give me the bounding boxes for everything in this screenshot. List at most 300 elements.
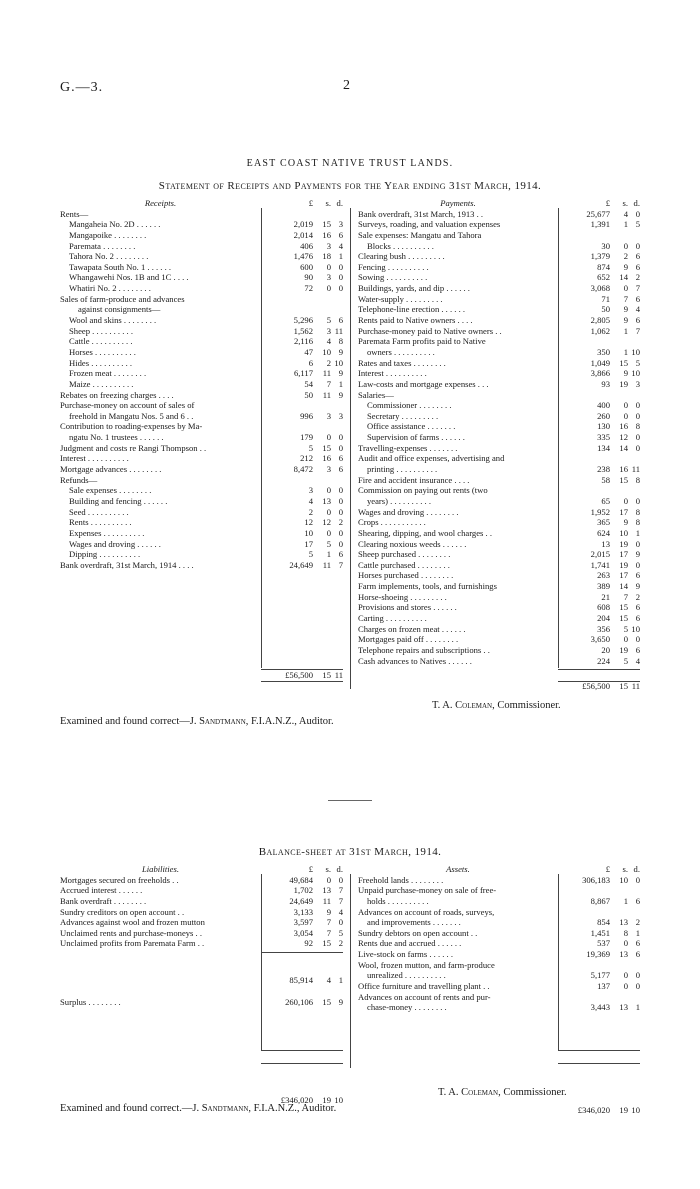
amount-shillings: 0: [326, 432, 331, 443]
amount-shillings: 0: [326, 527, 331, 538]
amount-pence: 6: [338, 315, 343, 326]
table-row: [60, 560, 343, 571]
pence-header: d.: [633, 864, 640, 874]
row-label: Commission on paying out rents (two: [358, 485, 488, 496]
amount-pence: 0: [338, 272, 343, 283]
table-row: [358, 624, 640, 635]
table-row: [60, 507, 343, 518]
amount-shillings: 9: [623, 261, 628, 272]
row-amount: [558, 581, 640, 592]
amount-pence: 6: [635, 938, 640, 949]
amount-shillings: 14: [619, 581, 628, 592]
table-row: [60, 219, 343, 230]
amount-pounds: 1,741: [590, 559, 610, 570]
amount-pence: 0: [338, 874, 343, 885]
amount-pence: 6: [635, 293, 640, 304]
row-label: Live-stock on farms . . . . . .: [358, 949, 453, 960]
amount-shillings: 0: [623, 981, 628, 992]
commissioner-name: T. A. Coleman: [432, 700, 493, 711]
row-label: Wool, frozen mutton, and farm-produce: [358, 959, 495, 970]
amount-pence: 7: [338, 895, 343, 906]
row-label: Cash advances to Natives . . . . . .: [358, 655, 472, 666]
row-label: Sale expenses: Mangatu and Tahora: [358, 229, 482, 240]
receipts-total-pence: 11: [334, 670, 343, 680]
row-amount: [261, 875, 343, 886]
table-row: [358, 560, 640, 571]
table-row: [358, 453, 640, 464]
payments-total-shillings: 15: [619, 680, 628, 691]
row-label: Dipping . . . . . . . . . .: [69, 549, 141, 560]
table-row: [358, 390, 640, 401]
table-row: [60, 368, 343, 379]
row-label: Sheep purchased . . . . . . . .: [358, 549, 451, 560]
table-row: [358, 528, 640, 539]
amount-pounds: 8,472: [293, 464, 313, 475]
row-amount: [261, 272, 343, 283]
row-amount: [261, 885, 343, 896]
row-amount: [558, 209, 640, 220]
table-row: [60, 517, 343, 528]
amount-pence: 3: [338, 219, 343, 230]
amount-pounds: 13: [601, 538, 610, 549]
amount-pence: 1: [635, 1002, 640, 1013]
row-label: Clearing bush . . . . . . . . .: [358, 251, 445, 262]
amount-pounds: 49,684: [289, 874, 313, 885]
amount-pounds: 389: [597, 581, 610, 592]
row-label: years) . . . . . . . . . .: [367, 495, 431, 506]
table-row: [60, 896, 343, 907]
shillings-header: s.: [325, 864, 331, 874]
amount-pence: 0: [635, 410, 640, 421]
table-row: [60, 528, 343, 539]
row-label: Sundry creditors on open account . .: [60, 906, 185, 917]
row-amount: [261, 390, 343, 401]
amount-pence: 11: [334, 325, 343, 336]
amount-shillings: 0: [623, 400, 628, 411]
assets-total-shillings: 19: [619, 1105, 628, 1116]
amount-pounds: 50: [601, 304, 610, 315]
balance-signature: [438, 1087, 567, 1098]
liabilities-total-rule-bottom: [261, 1063, 343, 1064]
row-amount: [558, 326, 640, 337]
amount-pence: 6: [635, 612, 640, 623]
table-row: [358, 400, 640, 411]
amount-pounds: 3: [308, 485, 313, 496]
table-row: [358, 209, 640, 220]
receipts-total-rule-bottom: [261, 681, 343, 682]
row-label: Clearing noxious weeds . . . . . .: [358, 538, 467, 549]
amount-pence: 0: [338, 527, 343, 538]
row-amount: [558, 875, 640, 886]
row-amount: [261, 219, 343, 230]
table-row: [60, 294, 343, 305]
row-label: Charges on frozen meat . . . . . .: [358, 623, 466, 634]
assets-column: [358, 864, 640, 1013]
payments-total-rule-top: [558, 669, 640, 670]
table-row: [358, 432, 640, 443]
liabilities-subtotal: [261, 975, 343, 986]
row-label: Purchase-money paid to Native owners . .: [358, 325, 502, 336]
amount-shillings: 11: [322, 389, 331, 400]
liabilities-header-row: [60, 864, 343, 875]
amount-pence: 5: [635, 219, 640, 230]
payments-total-pounds: £56,500: [582, 680, 610, 691]
statement-signature: [432, 700, 561, 711]
surplus-row: [60, 997, 343, 1008]
amount-pence: 0: [635, 981, 640, 992]
pence-header: d.: [633, 198, 640, 208]
table-row: [358, 1002, 640, 1013]
amount-pence: 8: [338, 336, 343, 347]
amount-pounds: 8,867: [590, 895, 610, 906]
row-label: freehold in Mangatu Nos. 5 and 6 . .: [69, 410, 194, 421]
page-number: 2: [343, 78, 350, 93]
row-amount: [558, 570, 640, 581]
row-label: Telephone-line erection . . . . . .: [358, 304, 466, 315]
row-amount: [261, 453, 343, 464]
row-amount: [261, 283, 343, 294]
row-amount: [558, 634, 640, 645]
row-amount: [558, 560, 640, 571]
commissioner-title: , Commissioner.: [492, 700, 561, 711]
row-label: owners . . . . . . . . . .: [367, 346, 435, 357]
amount-pounds: 212: [300, 453, 313, 464]
subtotal-pence: 1: [338, 975, 343, 986]
row-label: Office assistance . . . . . . .: [367, 421, 456, 432]
amount-shillings: 0: [623, 283, 628, 294]
table-row: [358, 272, 640, 283]
statement-audit: [60, 716, 334, 727]
table-row: [358, 613, 640, 624]
amount-shillings: 1: [623, 346, 628, 357]
table-row: [358, 875, 640, 886]
amount-pence: 0: [338, 283, 343, 294]
row-label: Mortgages secured on freeholds . .: [60, 874, 179, 885]
row-amount: [558, 304, 640, 315]
table-row: [358, 570, 640, 581]
surplus-label: Surplus . . . . . . . .: [60, 996, 121, 1007]
amount-shillings: 0: [326, 485, 331, 496]
amount-pounds: 400: [597, 400, 610, 411]
row-label: Sale expenses . . . . . . . .: [69, 485, 152, 496]
table-row: [60, 432, 343, 443]
amount-pounds: 1,391: [590, 219, 610, 230]
amount-shillings: 14: [619, 272, 628, 283]
assets-heading: Assets.: [446, 864, 470, 874]
payments-money-rule: [558, 208, 559, 668]
amount-pence: 6: [635, 570, 640, 581]
shillings-header: s.: [622, 864, 628, 874]
amount-pence: 6: [338, 464, 343, 475]
amount-pence: 6: [635, 644, 640, 655]
amount-pounds: 2: [308, 506, 313, 517]
amount-pence: 2: [635, 591, 640, 602]
amount-pence: 6: [338, 549, 343, 560]
amount-shillings: 7: [623, 293, 628, 304]
amount-pounds: 406: [300, 240, 313, 251]
amount-pounds: 6: [308, 357, 313, 368]
surplus-amount: [261, 997, 343, 1008]
row-amount: [261, 411, 343, 422]
row-amount: [558, 421, 640, 432]
row-label: and improvements . . . . . . .: [367, 917, 461, 928]
table-row: [60, 326, 343, 337]
table-row: [358, 347, 640, 358]
amount-pounds: 2,015: [590, 549, 610, 560]
amount-pence: 1: [338, 378, 343, 389]
row-label: unrealized . . . . . . . . . .: [367, 970, 446, 981]
row-label: Mortgage advances . . . . . . . .: [60, 464, 162, 475]
amount-shillings: 3: [326, 410, 331, 421]
amount-pounds: 2,019: [293, 219, 313, 230]
row-label: Wages and droving . . . . . . . .: [358, 506, 459, 517]
currency-header: [558, 198, 640, 209]
amount-pounds: 224: [597, 655, 610, 666]
amount-pounds: 3,068: [590, 283, 610, 294]
table-row: [60, 262, 343, 273]
amount-shillings: 2: [326, 357, 331, 368]
amount-pounds: 65: [601, 495, 610, 506]
pounds-header: £: [308, 198, 313, 208]
payments-heading: Payments.: [440, 198, 476, 208]
amount-pounds: 356: [597, 623, 610, 634]
amount-shillings: 13: [619, 949, 628, 960]
amount-pounds: 624: [597, 527, 610, 538]
amount-pence: 0: [338, 495, 343, 506]
amount-pounds: 6,117: [293, 368, 313, 379]
audit-prefix: Examined and found correct.—: [60, 1103, 193, 1114]
row-amount: [558, 949, 640, 960]
amount-pounds: 137: [597, 981, 610, 992]
table-row: [358, 645, 640, 656]
table-row: [358, 251, 640, 262]
row-label: Surveys, roading, and valuation expenses: [358, 219, 501, 230]
liabilities-money-rule: [261, 874, 262, 1050]
amount-pounds: 47: [304, 346, 313, 357]
row-amount: [558, 251, 640, 262]
table-row: [60, 485, 343, 496]
amount-shillings: 4: [623, 208, 628, 219]
row-label: Rents paid to Native owners . . . .: [358, 315, 473, 326]
row-label: Unclaimed rents and purchase-moneys . .: [60, 927, 202, 938]
amount-pounds: 25,677: [586, 208, 610, 219]
amount-pence: 7: [635, 325, 640, 336]
table-row: [60, 938, 343, 949]
table-row: [358, 496, 640, 507]
amount-shillings: 1: [326, 549, 331, 560]
amount-shillings: 19: [619, 644, 628, 655]
row-label: Bank overdraft, 31st March, 1914 . . . .: [60, 559, 194, 570]
row-amount: [261, 347, 343, 358]
table-row: [60, 283, 343, 294]
row-label: Tawapata South No. 1 . . . . . .: [69, 261, 172, 272]
amount-pence: 6: [635, 602, 640, 613]
amount-pounds: 12: [304, 517, 313, 528]
amount-pence: 6: [635, 261, 640, 272]
row-label: Seed . . . . . . . . . .: [69, 506, 129, 517]
amount-shillings: 10: [619, 874, 628, 885]
amount-shillings: 0: [623, 495, 628, 506]
row-label: Sheep . . . . . . . . . .: [69, 325, 133, 336]
amount-shillings: 7: [326, 927, 331, 938]
amount-pence: 0: [338, 506, 343, 517]
payments-total-pence: 11: [631, 680, 640, 691]
amount-shillings: 18: [322, 251, 331, 262]
amount-pounds: 263: [597, 570, 610, 581]
row-label: Horses purchased . . . . . . . .: [358, 570, 454, 581]
table-row: [358, 241, 640, 252]
amount-shillings: 15: [322, 219, 331, 230]
row-amount: [261, 315, 343, 326]
shillings-header: s.: [325, 198, 331, 208]
table-row: [60, 347, 343, 358]
row-amount: [261, 485, 343, 496]
amount-shillings: 11: [322, 368, 331, 379]
receipts-total-shillings: 15: [322, 670, 331, 680]
table-row: [358, 917, 640, 928]
audit-suffix: , F.I.A.N.Z., Auditor.: [248, 1103, 337, 1114]
amount-pounds: 30: [601, 240, 610, 251]
amount-pence: 8: [635, 506, 640, 517]
row-label: Refunds—: [60, 474, 98, 485]
row-label: Horses . . . . . . . . . .: [69, 346, 136, 357]
amount-pounds: 3,054: [293, 927, 313, 938]
amount-shillings: 0: [326, 261, 331, 272]
amount-pence: 2: [635, 272, 640, 283]
table-row: [60, 304, 343, 315]
amount-pence: 0: [338, 261, 343, 272]
amount-shillings: 15: [322, 938, 331, 949]
table-row: [60, 496, 343, 507]
table-row: [60, 875, 343, 886]
pence-header: d.: [336, 864, 343, 874]
amount-pounds: 54: [304, 378, 313, 389]
row-amount: [261, 379, 343, 390]
row-amount: [261, 358, 343, 369]
table-row: [60, 379, 343, 390]
amount-pounds: 335: [597, 432, 610, 443]
table-row: [358, 656, 640, 667]
amount-pence: 6: [635, 895, 640, 906]
liabilities-subtotal-rule: [261, 952, 343, 953]
row-amount: [261, 262, 343, 273]
row-label: Paremata . . . . . . . .: [69, 240, 136, 251]
row-label: Cattle . . . . . . . . . .: [69, 336, 133, 347]
row-amount: [558, 475, 640, 486]
row-label: against consignments—: [78, 304, 161, 315]
amount-pounds: 4: [308, 495, 313, 506]
row-amount: [558, 613, 640, 624]
amount-pounds: 17: [304, 538, 313, 549]
row-label: Carting . . . . . . . . . .: [358, 612, 427, 623]
amount-pounds: 5,177: [590, 970, 610, 981]
row-amount: [261, 528, 343, 539]
amount-shillings: 15: [619, 357, 628, 368]
row-amount: [261, 432, 343, 443]
amount-shillings: 17: [619, 570, 628, 581]
amount-pounds: 1,062: [590, 325, 610, 336]
pounds-header: £: [605, 198, 610, 208]
amount-pence: 1: [635, 927, 640, 938]
amount-pounds: 1,702: [293, 885, 313, 896]
row-label: Bank overdraft . . . . . . . .: [60, 895, 147, 906]
row-amount: [558, 400, 640, 411]
row-label: Unpaid purchase-money on sale of free-: [358, 885, 497, 896]
amount-pence: 4: [635, 655, 640, 666]
row-amount: [558, 241, 640, 252]
balance-heading: Balance-sheet at 31st March, 1914.: [258, 846, 442, 858]
amount-pence: 10: [631, 346, 640, 357]
row-label: Purchase-money on account of sales of: [60, 400, 195, 411]
amount-shillings: 2: [623, 251, 628, 262]
amount-pounds: 2,805: [590, 315, 610, 326]
amount-shillings: 16: [322, 453, 331, 464]
table-row: [358, 315, 640, 326]
liabilities-heading: Liabilities.: [141, 864, 179, 874]
audit-prefix: Examined and found correct—: [60, 716, 190, 727]
row-label: Whangawehi Nos. 1B and 1C . . . .: [69, 272, 189, 283]
amount-pence: 2: [635, 917, 640, 928]
amount-pence: 9: [338, 389, 343, 400]
table-row: [358, 443, 640, 454]
amount-pence: 6: [635, 949, 640, 960]
row-amount: [261, 241, 343, 252]
row-amount: [558, 432, 640, 443]
assets-header-row: [358, 864, 640, 875]
amount-shillings: 9: [623, 304, 628, 315]
table-row: [60, 539, 343, 550]
amount-shillings: 17: [619, 506, 628, 517]
amount-pence: 0: [338, 538, 343, 549]
amount-shillings: 15: [619, 602, 628, 613]
amount-shillings: 15: [619, 612, 628, 623]
amount-pence: 8: [635, 421, 640, 432]
row-label: Paremata Farm profits paid to Native: [358, 336, 486, 347]
amount-pounds: 2,014: [293, 229, 313, 240]
balance-center-divider: [350, 874, 351, 1068]
amount-pounds: 260: [597, 410, 610, 421]
table-row: [358, 634, 640, 645]
amount-shillings: 0: [623, 938, 628, 949]
row-amount: [261, 443, 343, 454]
amount-shillings: 9: [623, 517, 628, 528]
pounds-header: £: [605, 864, 610, 874]
row-amount: [261, 938, 343, 949]
amount-pounds: 3,597: [293, 917, 313, 928]
amount-pence: 3: [635, 378, 640, 389]
amount-shillings: 10: [619, 527, 628, 538]
row-amount: [261, 907, 343, 918]
row-label: Blocks . . . . . . . . . .: [367, 240, 434, 251]
row-label: Mangaheia No. 2D . . . . . .: [69, 219, 161, 230]
payments-column: [358, 198, 640, 666]
table-row: [358, 464, 640, 475]
table-row: [358, 336, 640, 347]
row-label: Supervision of farms . . . . . .: [367, 432, 465, 443]
amount-pounds: 24,649: [289, 895, 313, 906]
pence-header: d.: [336, 198, 343, 208]
assets-total-pence: 10: [631, 1105, 640, 1116]
amount-pence: 8: [635, 517, 640, 528]
amount-shillings: 3: [326, 325, 331, 336]
row-label: Advances on account of rents and pur-: [358, 991, 491, 1002]
amount-pence: 6: [635, 315, 640, 326]
table-row: [60, 390, 343, 401]
amount-pence: 7: [338, 559, 343, 570]
row-amount: [558, 262, 640, 273]
table-row: [60, 411, 343, 422]
amount-shillings: 15: [619, 474, 628, 485]
